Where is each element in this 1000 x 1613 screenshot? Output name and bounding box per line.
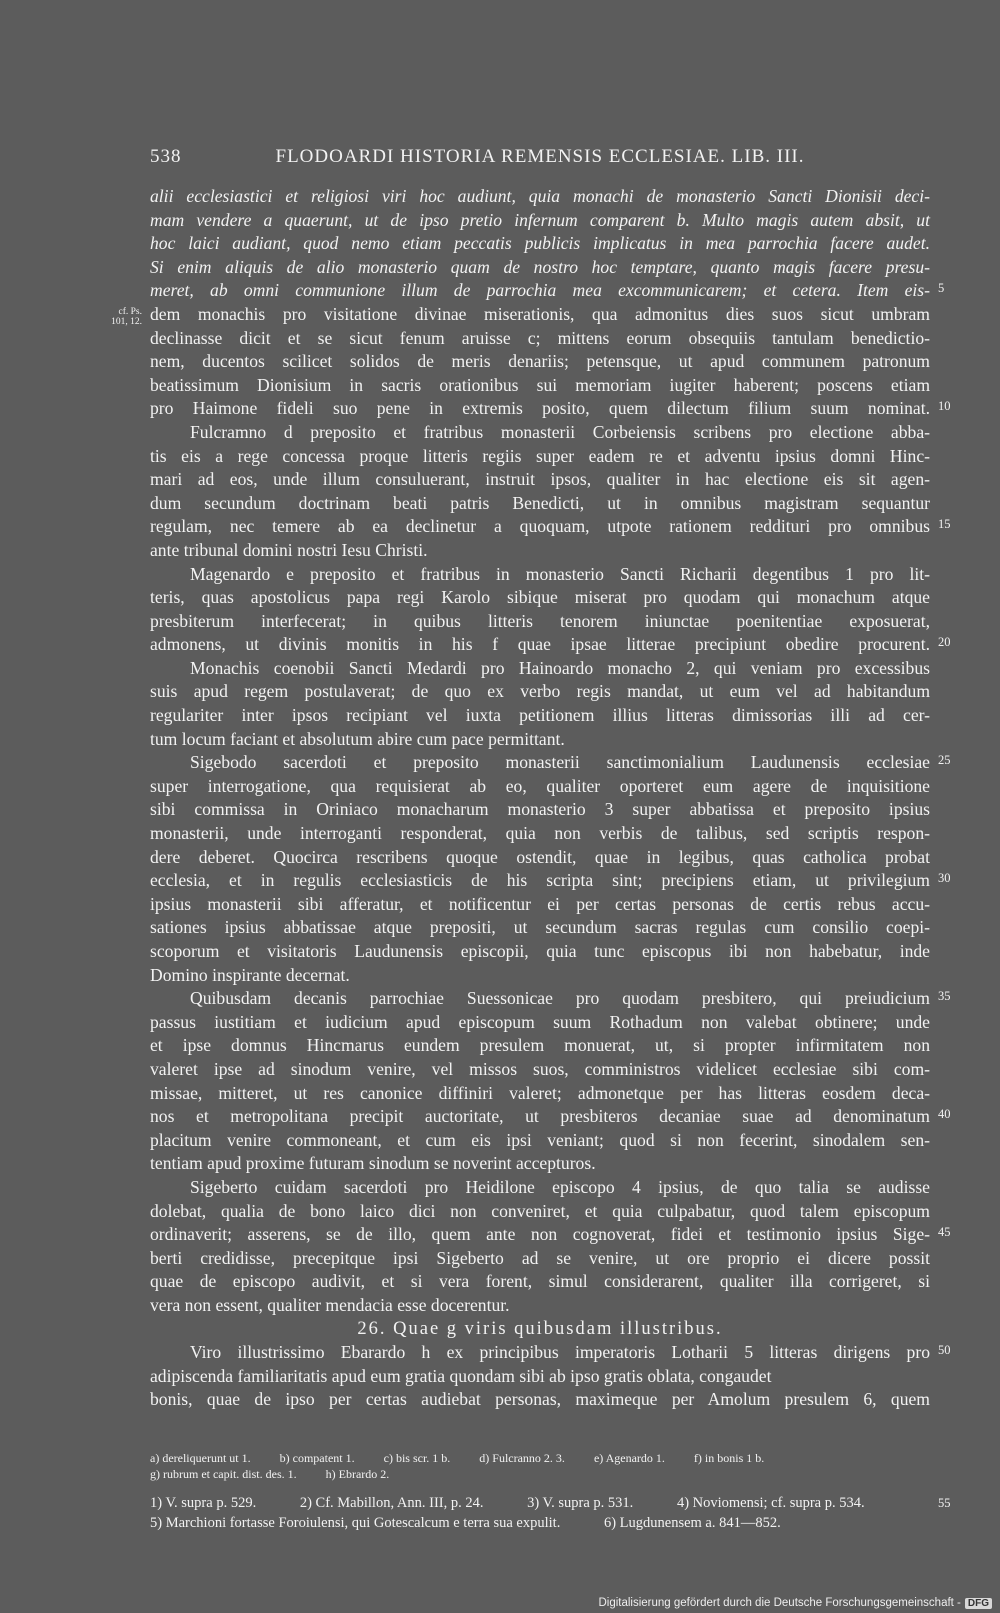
text-line: berti credidisse, precepitque ipsi Sigeberto ad se venire, ut ore proprio ei dicere possit: [150, 1247, 930, 1268]
text-line-row: [150, 468, 930, 492]
text-line-row: [150, 1034, 930, 1058]
text-line: Si enim aliquis de alio monasterio quam de nostro hoc temptare, quanto magis facere presu-: [150, 256, 930, 277]
text-line-row: [150, 822, 930, 846]
text-line: nem, ducentos scilicet solidos de meris denariis; petensque, ut apud communem patronum: [150, 351, 930, 372]
footnote: 5) Marchioni fortasse Foroiulensi, qui Gotescalcum e terra sua expulit.: [150, 1515, 561, 1531]
text-line-row: [150, 279, 945, 303]
text-line-row: [150, 350, 930, 374]
text-line-row: [150, 185, 930, 209]
text-line-row: [150, 869, 951, 893]
line-number: 10: [938, 399, 951, 414]
text-line: adipiscenda familiaritatis apud eum gratia quondam sibi ab ipso gratis oblata, congaudet: [150, 1365, 772, 1386]
text-line-row: [150, 610, 930, 634]
credit-text: Digitalisierung gefördert durch die Deutsche Forschungsgemeinschaft -: [598, 1597, 961, 1609]
critical-note: a) dereliquerunt ut 1.: [150, 1451, 251, 1465]
line-number: 15: [938, 517, 951, 532]
text-line: admonens, ut divinis monitis in his f quae ipsae litterae precipiunt obedire procurent.: [150, 634, 930, 655]
text-line-row: [150, 1176, 930, 1200]
text-line-row: [150, 751, 951, 775]
text-line: vera non essent, qualiter mendacia esse docerentur.: [150, 1294, 510, 1315]
critical-note: f) in bonis 1 b.: [693, 1451, 765, 1465]
text-line: mari ad eos, unde illum consuluerant, instruit ipsos, qualiter in hac electione eis sit agen-: [150, 469, 930, 490]
text-line: nos et metropolitana precipit auctoritate, ut presbiteros decaniae suae ad denominatum: [150, 1106, 930, 1127]
critical-apparatus: [150, 1450, 930, 1482]
footnote: 4) Noviomensi; cf. supra p. 534.: [676, 1495, 865, 1511]
text-line-row: [150, 1129, 930, 1153]
text-line: Viro illustrissimo Ebarardo h ex principibus imperatoris Lotharii 5 litteras dirigens pro: [190, 1342, 930, 1363]
text-line-row: [150, 1200, 930, 1224]
text-line-row: [150, 1318, 930, 1342]
text-line: ecclesia, et in regulis ecclesiasticis de his scripta sint; precipiens etiam, ut privilegium: [150, 870, 930, 891]
line-number: 40: [938, 1107, 951, 1122]
digitization-credit: [598, 1597, 992, 1609]
critical-note: e) Agenardo 1.: [593, 1451, 665, 1465]
line-number: 5: [938, 281, 945, 296]
text-line-row: [150, 893, 930, 917]
line-number: 25: [938, 753, 951, 768]
text-line: alii ecclesiastici et religiosi viri hoc audiunt, quia monachi de monasterio Sancti Dionisii deci-: [150, 186, 930, 206]
text-line-row: [150, 704, 930, 728]
text-line: passus iustitiam et iudicium apud episcopum suum Rothadum non valebat obtinere; unde: [150, 1011, 930, 1032]
text-line-row: [150, 492, 930, 516]
text-line: dolebat, qualia de bono laico dici non conveniret, et quia culpabatur, quod talem episcopum: [150, 1200, 930, 1221]
text-line: beatissimum Dionisium in sacris orationibus sui memoriam iugiter haberent; poscens etiam: [150, 374, 930, 395]
text-line-row: [150, 775, 930, 799]
text-line: regulam, nec temere ab ea declinetur a quoquam, utpote rationem reddituri pro omnibus: [150, 516, 930, 537]
line-number: 45: [938, 1225, 951, 1240]
text-line: monasterii, unde interroganti responderat, quia non verbis de talibus, sed scriptis respon-: [150, 823, 930, 844]
text-line: super interrogatione, qua requisierat ab eo, qualiter oporteret eum agere de inquisitione: [150, 775, 930, 796]
critical-note: b) compatent 1.: [279, 1451, 355, 1465]
footnotes: [150, 1493, 951, 1533]
text-line-row: [150, 445, 930, 469]
critical-note: c) bis scr. 1 b.: [383, 1451, 451, 1465]
text-line-row: [150, 209, 930, 233]
text-line-row: [150, 657, 930, 681]
text-line-row: [150, 798, 930, 822]
text-line: dere deberet. Quocirca rescribens quoque ostendit, quae in legibus, quas catholica probat: [150, 846, 930, 867]
text-line-row: [150, 846, 930, 870]
text-line-row: [150, 1294, 930, 1318]
footnote: 2) Cf. Mabillon, Ann. III, p. 24.: [299, 1495, 484, 1511]
text-line-row: [150, 397, 951, 421]
text-line: Fulcramno d preposito et fratribus monasterii Corbeiensis scribens pro electione abba-: [190, 421, 930, 442]
line-number: 50: [938, 1343, 951, 1358]
text-line: presbiterum interfecerat; in quibus litteris tenorem iniunctae poenitentiae exposuerat,: [150, 610, 930, 631]
text-line-row: [150, 1341, 951, 1365]
text-line-row: [150, 1105, 951, 1129]
line-number: 55: [938, 1496, 951, 1510]
text-line: tis eis a rege concessa proque litteris regiis super eadem re et adventu ipsius domni Hinc-: [150, 445, 930, 466]
text-line: meret, ab omni communione illum de parrochia mea excommunicarem; et cetera. Item eis-: [150, 280, 930, 301]
text-line: Sigeberto cuidam sacerdoti pro Heidilone episcopo 4 ipsius, de quo talia se audisse: [190, 1176, 930, 1197]
text-line: sibi commissa in Oriniaco monacharum monasterio 3 super abbatissa et preposito ipsius: [150, 799, 930, 820]
text-line-row: [150, 374, 930, 398]
text-line: valeret ipse ad sinodum venire, vel missos suos, comministros videlicet ecclesiae sibi com-: [150, 1058, 930, 1079]
critical-note: h) Ebrardo 2.: [325, 1467, 390, 1481]
running-title: FLODOARDI HISTORIA REMENSIS ECCLESIAE. LIB. III.: [275, 146, 805, 167]
margin-note: cf. Ps. 101, 12.: [111, 306, 142, 327]
line-number: 30: [938, 871, 951, 886]
text-line: tentiam apud proxime futuram sinodum se noverint accepturos.: [150, 1153, 596, 1174]
text-line: scoporum et visitatoris Laudunensis episcopii, quia tunc episcopus ibi non habebatur, inde: [150, 941, 930, 961]
text-line-row: [150, 1152, 930, 1176]
text-line-row: [150, 1270, 930, 1294]
text-line: Quibusdam decanis parrochiae Suessonicae pro quodam presbitero, qui preiudicium: [190, 988, 930, 1009]
text-line: regulariter inter ipsos recipiant vel iuxta petitionem illius litteras dimissorias illi ad cer-: [150, 705, 930, 726]
text-line-row: [150, 964, 930, 988]
text-line: suis apud regem postulaverat; de quo ex verbo regis mandat, ut eum vel ad habitandum: [150, 681, 930, 702]
text-line: ipsius monasterii sibi afferatur, et notificentur ei per certas personas de certis rebus accu-: [150, 893, 930, 914]
critical-note: d) Fulcranno 2. 3.: [479, 1451, 565, 1465]
page-number: 538: [150, 146, 182, 167]
text-line-row: [150, 1223, 951, 1247]
text-line-row: [111, 303, 930, 327]
critical-note: g) rubrum et capit. dist. des. 1.: [150, 1467, 297, 1481]
text-line-row: [150, 586, 930, 610]
text-line: ante tribunal domini nostri Iesu Christi.: [150, 539, 428, 560]
text-line: teris, quas apostolicus papa regi Karolo sibique miserat pro quodam qui monachum atque: [150, 587, 930, 608]
text-line-row: [150, 940, 930, 964]
text-line: hoc laici audiant, quod nemo etiam peccatis publicis implicatus in mea parrochia facere audet.: [150, 233, 930, 254]
text-line: tum locum faciant et absolutum abire cum pace permittant.: [150, 728, 565, 749]
text-line-row: [150, 916, 930, 940]
text-line: declinasse dicit et se sicut fenum aruisse c; mittens eorum obsequiis tantulam benedictio-: [150, 327, 930, 348]
text-line: placitum venire commoneant, et cum eis ipsi veniant; quod si non fecerint, sinodalem sen-: [150, 1129, 930, 1150]
text-line: Magenardo e preposito et fratribus in monasterio Sancti Richarii degentibus 1 pro lit-: [190, 563, 930, 584]
chapter-heading: 26. Quae g viris quibusdam illustribus.: [357, 1318, 723, 1339]
text-line: bonis, quae de ipso per certas audiebat personas, maximeque per Amolum presulem 6, quem: [150, 1389, 930, 1410]
text-line: Sigebodo sacerdoti et preposito monasterii sanctimonialium Laudunensis ecclesiae: [190, 752, 930, 773]
text-line: Monachis coenobii Sancti Medardi pro Hainoardo monacho 2, qui veniam pro excessibus: [190, 657, 930, 678]
text-line-row: [150, 563, 930, 587]
text-line: dum secundum doctrinam beati patris Benedicti, ut in omnibus magistram sequantur: [150, 492, 930, 513]
text-line-row: [150, 1388, 930, 1412]
page-header: [150, 146, 930, 172]
text-line-row: [150, 728, 930, 752]
text-line-row: [150, 421, 930, 445]
text-line: missae, mitteret, ut res canonice diffiniri valeret; admonetque per has litteras eosdem deca-: [150, 1082, 930, 1103]
line-number: 20: [938, 635, 951, 650]
text-line-row: [150, 1365, 930, 1389]
text-line-row: [150, 1058, 930, 1082]
text-line-row: [150, 1082, 930, 1106]
line-number: 35: [938, 989, 951, 1004]
text-line: quae de episcopo audivit, et si vera forent, simul considerarent, qualiter illa corrigeret, si: [150, 1271, 930, 1292]
text-line: et ipse domnus Hincmarus eundem presulem monuerat, ut, si propter infirmitatem non: [150, 1035, 930, 1056]
footnote: 1) V. supra p. 529.: [150, 1495, 257, 1511]
footnote: 3) V. supra p. 531.: [527, 1495, 634, 1511]
text-line: mam vendere a quaerunt, ut de ipso pretio infernum comparent b. Multo magis autem absit, ut: [150, 209, 930, 230]
dfg-logo: DFG: [965, 1598, 992, 1609]
text-line: sationes ipsius abbatissae atque prepositi, ut secundum sacras regulas cum consilio coepi-: [150, 917, 930, 938]
text-line-row: [150, 515, 951, 539]
text-line: pro Haimone fideli suo pene in extremis posito, quem dilectum filium suum nominat.: [150, 398, 930, 419]
text-line-row: [150, 256, 930, 280]
text-line-row: [150, 633, 951, 657]
text-line-row: [150, 539, 930, 563]
main-text: [111, 185, 951, 1412]
text-line-row: [150, 1011, 930, 1035]
text-line: dem monachis pro visitatione divinae miserationis, qua admonitus dies suos sicut umbram: [150, 303, 930, 324]
text-line-row: [150, 1247, 930, 1271]
text-line: ordinaverit; asserens, se de illo, quem ante non cognoverat, fidei et testimonio ipsius Sige-: [150, 1224, 930, 1245]
text-line-row: [150, 680, 930, 704]
text-line-row: [150, 232, 930, 256]
text-line: Domino inspirante decernat.: [150, 964, 350, 985]
footnote: 6) Lugdunensem a. 841—852.: [603, 1515, 781, 1531]
text-line-row: [150, 987, 951, 1011]
text-line-row: [150, 327, 930, 351]
